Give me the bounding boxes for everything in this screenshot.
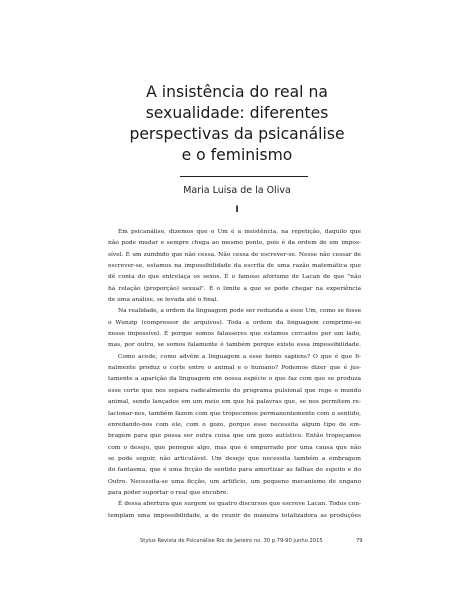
title-line-2: sexualidade: diferentes [145, 104, 329, 122]
body-line: escrever-se, estamos na impossibilidade da escrita de uma razão matemática que [108, 263, 361, 270]
body-line: dê conta do que entrelaça os sexos. É o famoso aforismo de Lacan de que "não [108, 274, 361, 281]
body-line: sível. É um zumbido que não cessa. Não cessa de escrever-se. Nesse não cessar de [108, 251, 361, 258]
body-line: enredando-nos com ele, com o gozo, porque esse necessita algum tipo de em- [108, 421, 361, 428]
body-line: animal, sendo lançados em um meio em que há palavras que, se nos permitem re- [108, 399, 361, 406]
page-number: 79 [356, 538, 363, 544]
body-line: tamente a aparição da linguagem em nossa espécie o que faz com que se produza [108, 376, 361, 383]
body-text [108, 227, 361, 522]
body-line: É dessa abertura que surgem os quatro discursos que escreve Lacan. Todos con- [118, 501, 361, 508]
body-line: lacionar-nos, também fazem com que tropecemos permanentemente com o sentido, [108, 410, 361, 417]
body-line: esse corte que nos separa radicalmente do programa pulsional que rege o mundo [108, 387, 361, 394]
body-line: nesse impossível. É porque somos falasseres que estamos cercados por um lado, [108, 331, 361, 338]
body-line: de uma análise, se levada até o final. [108, 297, 219, 304]
article-title [0, 82, 474, 166]
body-line: do fantasma, que é uma ficção de sentido para amortizar as falhas do sujeito e do [108, 467, 361, 474]
title-line-3: perspectivas da psicanálise [129, 125, 345, 143]
journal-footer: Stylus Revista de Psicanálise Rio de Janeiro no. 30 p.79-90 junho 2015 [140, 538, 323, 544]
title-line-1: A insistência do real na [146, 83, 328, 101]
body-line: nalmente produz o corte entre o animal e o humano? Podemos dizer que é jus- [108, 365, 361, 372]
body-line: Outro. Necessita-se uma ficção, um artifício, um pequeno mecanismo de engano [108, 478, 361, 485]
title-divider [180, 176, 308, 177]
body-line: templam uma impossibilidade, a de reunir de maneira totalizadora as produções [108, 512, 361, 519]
author-name: Maria Luisa de la Oliva [183, 185, 291, 196]
body-line: Na realidade, a ordem da linguagem pode ser reduzida a esse Um, como se fosse [118, 308, 362, 315]
body-line: se pode seguir, não articulável. Um desejo que necessita também a embragem [108, 455, 361, 462]
body-line: bragem para que possa ser outra coisa que um gozo autístico. Então tropeçamos [108, 433, 361, 440]
body-line: o Wunzip (compressor de arquivos). Toda a ordem da linguagem comprime-se [108, 319, 361, 326]
body-line: para poder suportar o real que encobre. [108, 489, 229, 496]
body-line: Em psicanálise, dizemos que o Um é a insistência, na repetição, daquilo que [118, 229, 361, 235]
body-line: mas, por outro, se somos falamente é também porque existe essa impossibilidade. [108, 342, 361, 349]
body-line: com o desejo, que penegue algo, mas que é empurrado por uma causa que não [108, 444, 361, 451]
body-line: Como acede, como advém a linguagem a esse homo sapiens? O que é que fi- [118, 353, 361, 360]
body-line: não pode mudar e sempre chega ao mesmo ponto, pois é da ordem de um impos- [108, 240, 361, 247]
body-line: há relação (proporção) sexual". É o limite a que se pode chegar na experiência [108, 285, 361, 292]
title-line-4: e o feminismo [181, 146, 293, 164]
section-number: I [235, 205, 239, 215]
